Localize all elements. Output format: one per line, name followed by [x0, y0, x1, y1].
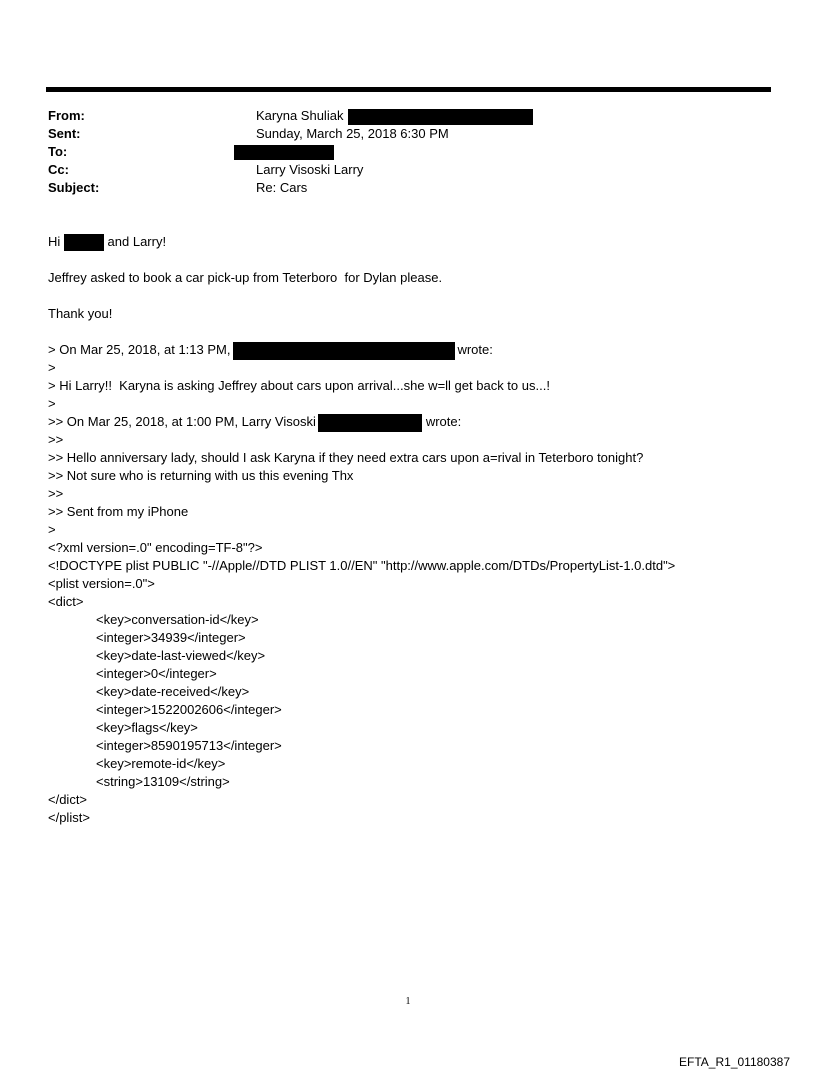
xml-line: <plist version=.0"> [48, 576, 155, 591]
email-header [48, 107, 768, 197]
xml-line: <?xml version=.0" encoding=TF-8"?> [48, 540, 263, 555]
quoted-line: >> [48, 486, 64, 501]
xml-line: <integer>8590195713</integer> [96, 738, 282, 753]
spacer [48, 251, 788, 269]
quote-start: > On Mar 25, 2018, at 1:13 PM, [48, 342, 231, 357]
cc-label: Cc: [48, 162, 69, 177]
greeting-hi: Hi [48, 234, 61, 249]
redaction-box [64, 234, 104, 251]
quote-start: >> On Mar 25, 2018, at 1:00 PM, Larry Visoski [48, 414, 316, 429]
from-name: Karyna Shuliak [256, 108, 344, 123]
quoted-line: >> [48, 432, 64, 447]
to-row [48, 143, 768, 161]
redaction-box [233, 342, 455, 360]
quoted-line: >> Sent from my iPhone [48, 504, 189, 519]
quoted-line: > [48, 396, 56, 411]
xml-line: <key>flags</key> [96, 720, 198, 735]
document-id: EFTA_R1_01180387 [679, 1055, 790, 1069]
xml-line: <dict> [48, 594, 84, 609]
quote-end: wrote: [457, 342, 493, 357]
xml-line: </dict> [48, 792, 88, 807]
email-body [48, 233, 788, 827]
header-rule [46, 87, 771, 92]
subject-row [48, 179, 768, 197]
quoted-line: > [48, 360, 56, 375]
xml-line: <key>remote-id</key> [96, 756, 226, 771]
body-line: Thank you! [48, 306, 113, 321]
to-label: To: [48, 144, 68, 159]
quote-end: wrote: [425, 414, 462, 429]
quoted-line [48, 341, 788, 359]
greeting-line [48, 233, 788, 251]
from-label: From: [48, 108, 85, 123]
xml-line: <key>date-received</key> [96, 684, 250, 699]
sent-value: Sunday, March 25, 2018 6:30 PM [256, 126, 449, 141]
subject-value: Re: Cars [256, 180, 308, 195]
cc-row [48, 161, 768, 179]
quoted-line: >> Hello anniversary lady, should I ask Karyna if they need extra cars upon a=rival in Teterboro tonight? [48, 450, 644, 465]
cc-value: Larry Visoski Larry [256, 162, 364, 177]
sent-label: Sent: [48, 126, 81, 141]
from-value [256, 107, 533, 125]
body-line: Jeffrey asked to book a car pick-up from Teterboro for Dylan please. [48, 270, 443, 285]
sent-row [48, 125, 768, 143]
redaction-box [234, 145, 334, 160]
redaction-box [348, 109, 533, 125]
xml-line: <key>conversation-id</key> [96, 612, 259, 627]
xml-line: <integer>0</integer> [96, 666, 217, 681]
page-number: 1 [405, 996, 411, 1007]
xml-line: <key>date-last-viewed</key> [96, 648, 266, 663]
spacer [48, 323, 788, 341]
greeting-rest: and Larry! [107, 234, 167, 249]
quoted-line: > Hi Larry!! Karyna is asking Jeffrey about cars upon arrival...she w=ll get back to us...! [48, 378, 550, 393]
quoted-line: > [48, 522, 56, 537]
xml-line: <integer>1522002606</integer> [96, 702, 282, 717]
xml-line: <integer>34939</integer> [96, 630, 246, 645]
xml-line: <string>13109</string> [96, 774, 230, 789]
subject-label: Subject: [48, 180, 100, 195]
xml-line: </plist> [48, 810, 90, 825]
to-value [234, 143, 334, 161]
redaction-box [318, 414, 422, 432]
quoted-line: >> Not sure who is returning with us this evening Thx [48, 468, 354, 483]
spacer [48, 287, 788, 305]
xml-line: <!DOCTYPE plist PUBLIC "-//Apple//DTD PLIST 1.0//EN" "http://www.apple.com/DTDs/PropertyList-1.0.dtd"> [48, 558, 676, 573]
from-row [48, 107, 768, 125]
quoted-line [48, 413, 788, 431]
